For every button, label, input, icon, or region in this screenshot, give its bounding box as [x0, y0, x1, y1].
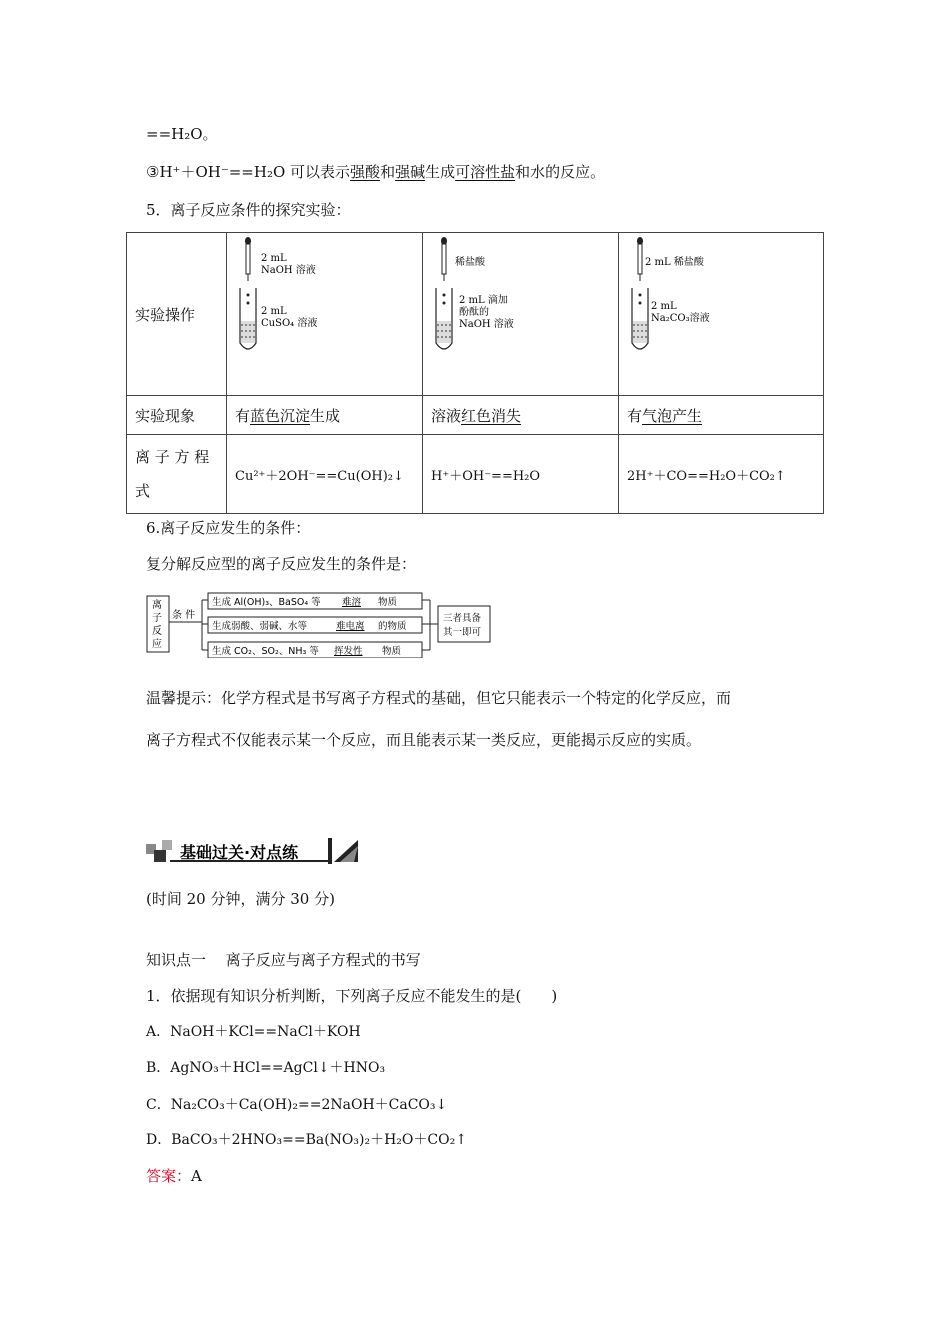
- tip-line-2: 离子方程式不仅能表示某一个反应，而且能表示某一类反应，更能揭示反应的实质。: [146, 731, 702, 749]
- flow-right-2: 其一即可: [443, 627, 482, 638]
- flow-row1-blank: 难溶: [342, 597, 362, 608]
- blank-strong-base: 强碱: [395, 163, 426, 181]
- row-label-equation: 离 子 方 程 式: [127, 435, 227, 514]
- flow-row2-post: 的物质: [378, 621, 407, 632]
- flow-row3-pre: 生成 CO₂、SO₂、NH₃ 等: [212, 646, 319, 657]
- tube-figure-3: [619, 233, 824, 396]
- knowledge-point: 知识点一 离子反应与离子方程式的书写: [146, 951, 421, 969]
- test-tube-1-icon: [227, 233, 422, 395]
- tube3-label-top-a: 2 mL 稀盐酸: [645, 257, 704, 268]
- option-d: D．BaCO₃＋2HNO₃==Ba(NO₃)₂＋H₂O＋CO₂↑: [146, 1132, 467, 1148]
- tube2-label-top-a: 稀盐酸: [455, 257, 485, 268]
- flow-left-1: 离: [152, 600, 162, 611]
- equation-1: Cu²⁺＋2OH⁻==Cu(OH)₂↓: [227, 435, 423, 514]
- experiment-table: [126, 232, 824, 514]
- section-banner: [146, 836, 366, 870]
- tube2-label-bot-a: 2 mL 滴加: [459, 295, 508, 306]
- blank-soluble-salt: 可溶性盐: [455, 163, 516, 181]
- test-tube-3-icon: [619, 233, 819, 395]
- banner-title: 基础过关·对点练: [180, 843, 299, 862]
- answer-value: A: [191, 1167, 202, 1185]
- flow-left-2: 子: [152, 613, 162, 624]
- section-5-title: 5．离子反应条件的探究实验：: [146, 201, 351, 219]
- flow-row1-post: 物质: [378, 597, 398, 608]
- equation-3: 2H⁺＋CO==H₂O＋CO₂↑: [619, 435, 824, 514]
- phenomenon-2: 溶液红色消失: [423, 396, 619, 435]
- tube3-label-bot-b: Na₂CO₃溶液: [651, 313, 710, 324]
- phenomenon-3: 有气泡产生: [619, 396, 824, 435]
- flow-row2-pre: 生成弱酸、弱碱、水等: [212, 621, 308, 632]
- tube1-label-top-a: 2 mL: [261, 253, 287, 264]
- section-6-title: 6.离子反应发生的条件：: [146, 519, 311, 537]
- tube1-label-bot-b: CuSO₄ 溶液: [261, 318, 318, 329]
- flow-left-4: 应: [152, 639, 162, 650]
- question-stem: 1．依据现有知识分析判断，下列离子反应不能发生的是( ): [146, 987, 558, 1005]
- option-b: B．AgNO₃＋HCl==AgCl↓＋HNO₃: [146, 1060, 386, 1076]
- tip-line-1: 温馨提示：化学方程式是书写离子方程式的基础，但它只能表示一个特定的化学反应，而: [146, 689, 732, 707]
- row-label-phenomenon: 实验现象: [127, 396, 227, 435]
- blank-strong-acid: 强酸: [350, 163, 381, 181]
- flow-left-3: 反: [152, 626, 162, 637]
- answer: [146, 1166, 202, 1186]
- flow-right-1: 三者具备: [443, 613, 482, 624]
- phenomenon-1: 有蓝色沉淀生成: [227, 396, 423, 435]
- time-note: (时间 20 分钟，满分 30 分): [146, 890, 335, 908]
- equation-continued: ==H₂O。: [146, 125, 218, 143]
- answer-label: 答案：: [146, 1167, 192, 1185]
- note-3: ③H⁺＋OH⁻==H₂O 可以表示强酸和强碱生成可溶性盐和水的反应。: [146, 163, 606, 181]
- tube3-label-bot-a: 2 mL: [651, 301, 677, 312]
- tube2-label-bot-c: NaOH 溶液: [459, 319, 514, 330]
- row-label-operation: 实验操作: [127, 233, 227, 396]
- tube1-label-top-b: NaOH 溶液: [261, 265, 316, 276]
- tube-figure-1: [227, 233, 423, 396]
- flow-row2-blank: 难电离: [336, 621, 365, 632]
- tube1-label-bot-a: 2 mL: [261, 306, 287, 317]
- flow-row3-post: 物质: [382, 646, 402, 657]
- test-tube-2-icon: [423, 233, 618, 395]
- flow-cond-label: 条 件: [172, 610, 196, 621]
- equation-2: H⁺＋OH⁻==H₂O: [423, 435, 619, 514]
- flow-row3-blank: 挥发性: [334, 646, 363, 657]
- flow-row1-pre: 生成 Al(OH)₃、BaSO₄ 等: [212, 597, 321, 608]
- tube2-label-bot-b: 酚酞的: [459, 307, 489, 318]
- tube-figure-2: [423, 233, 619, 396]
- option-a: A．NaOH＋KCl==NaCl＋KOH: [146, 1024, 361, 1040]
- section-6-intro: 复分解反应型的离子反应发生的条件是：: [146, 555, 417, 573]
- condition-flowchart: [146, 592, 496, 658]
- option-c: C．Na₂CO₃＋Ca(OH)₂==2NaOH＋CaCO₃↓: [146, 1097, 448, 1113]
